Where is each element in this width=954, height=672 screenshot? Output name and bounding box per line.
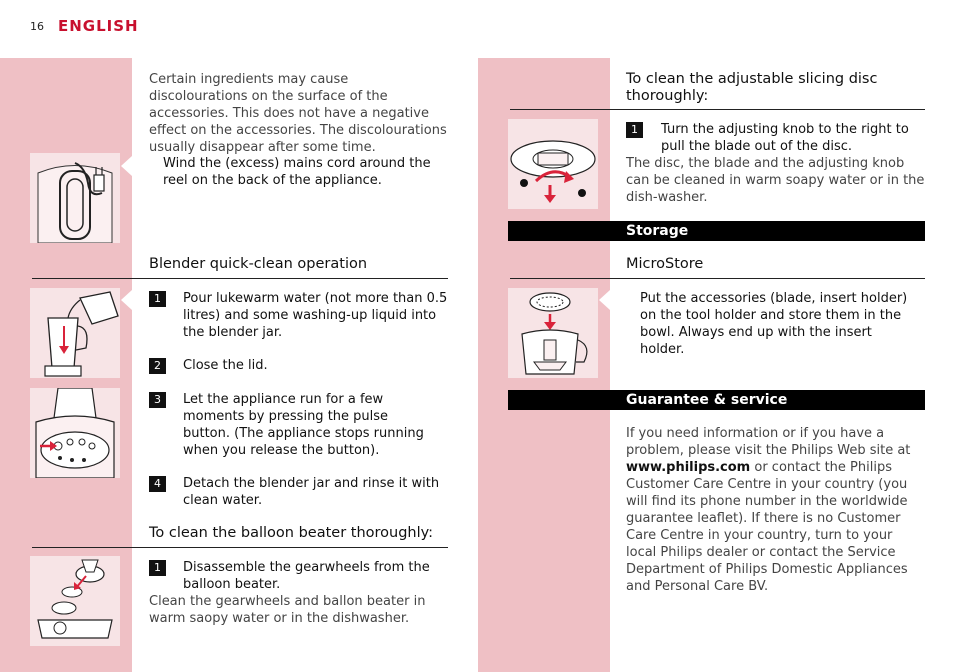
guarantee-section-bar: Guarantee & service [508,390,925,410]
balloon-heading: To clean the balloon beater thoroughly: [149,525,434,541]
pulse-button-illustration [30,388,120,478]
guarantee-text [626,425,924,595]
step-text: Close the lid. [183,358,268,373]
step-number: 1 [149,560,166,576]
sidebar-notch [121,156,132,176]
guarantee-text-part2: or contact the Philips Customer Care Centre in your country (you will find its phone number in the worldwide guarantee leaflet). If there is no Customer Care Centre in your country, turn to your local Philips dealer or contact the Service Department of Philips Domestic Appliances and Personal Care BV. [626,460,908,594]
microstore-heading: MicroStore [626,256,704,272]
step-text: Disassemble the gearwheels from the balloon beater. [183,560,430,592]
storage-section-bar: Storage [508,221,925,241]
discolour-note: Certain ingredients may cause discolourations on the surface of the accessories. This does not have a negative effect on the accessories. The discolourations usually disappear after some time. [149,72,447,155]
step-number: 2 [149,358,166,374]
step-number: 4 [149,476,166,492]
slicing-disc-illustration [508,119,598,209]
slicing-heading-rule [510,109,925,110]
balloon-beater-illustration [30,556,120,646]
balloon-heading-rule [32,547,448,548]
page-number: 16 [30,20,44,33]
sidebar-notch [121,290,132,310]
step-number: 3 [149,392,166,408]
step-text: Let the appliance run for a few moments by pressing the pulse button. (The appliance stops running when you release the button). [183,392,424,458]
slicing-heading: To clean the adjustable slicing disc thoroughly: [626,71,878,104]
sidebar-notch [599,290,610,310]
blender-heading-rule [32,278,448,279]
slicing-note: The disc, the blade and the adjusting knob can be cleaned in warm soapy water or in the dish-washer. [626,156,925,205]
philips-website-link[interactable]: www.philips.com [626,460,751,475]
language-label: ENGLISH [58,17,139,35]
cord-note: Wind the (excess) mains cord around the reel on the back of the appliance. [163,156,431,188]
blender-heading: Blender quick-clean operation [149,256,368,272]
microstore-text: Put the accessories (blade, insert holder) on the tool holder and store them in the bowl. Always end up with the insert holder. [640,291,908,357]
step-text: Detach the blender jar and rinse it with clean water. [183,476,440,508]
balloon-note: Clean the gearwheels and ballon beater in warm saopy water or in the dishwasher. [149,594,426,626]
cord-reel-illustration [30,153,120,243]
pour-water-illustration [30,288,120,378]
step-number: 1 [149,291,166,307]
guarantee-text-part1: If you need information or if you have a problem, please visit the Philips Web site at [626,426,911,458]
step-text: Pour lukewarm water (not more than 0.5 litres) and some washing-up liquid into the blender jar. [183,291,448,340]
microstore-heading-rule [510,278,925,279]
step-text: Turn the adjusting knob to the right to pull the blade out of the disc. [661,122,909,154]
microstore-illustration [508,288,598,378]
step-number: 1 [626,122,643,138]
